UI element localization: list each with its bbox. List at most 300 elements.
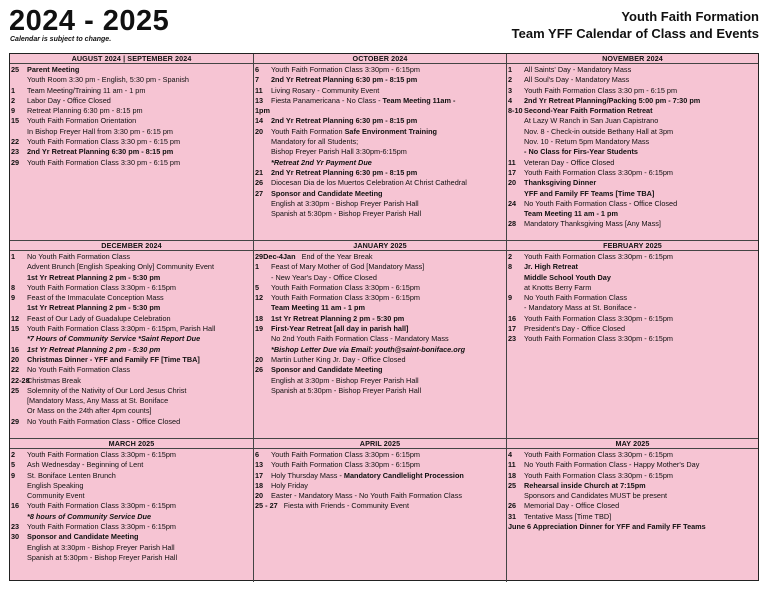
event-row	[508, 522, 757, 532]
event-row	[255, 65, 505, 75]
event-row	[11, 147, 252, 157]
event-row	[508, 137, 757, 147]
month-cell	[507, 54, 758, 241]
event-text: Youth Faith Formation Class 3:30 pm - 6:15 pm	[524, 85, 678, 95]
event-text: Labor Day - Office Closed	[27, 95, 111, 105]
event-date	[255, 209, 271, 219]
event-date: 26	[255, 365, 264, 375]
event-text: Living Rosary - Community Event	[271, 85, 380, 95]
event-text: All Saints' Day - Mandatory Mass	[524, 65, 632, 74]
event-text: 1st Yr Retreat Planning 2 pm - 5:30 pm	[27, 303, 161, 313]
event-date: 1	[11, 85, 16, 95]
event-row	[508, 209, 757, 219]
event-date: 9	[508, 293, 513, 303]
event-date: 12	[11, 313, 20, 323]
event-row	[11, 460, 252, 470]
event-row	[508, 178, 757, 188]
event-date: 4	[508, 450, 513, 459]
event-row	[255, 106, 505, 116]
event-text: English at 3:30pm - Bishop Freyer Parish Hall	[27, 542, 175, 552]
event-row	[508, 65, 757, 75]
event-row	[11, 158, 252, 168]
event-list	[507, 251, 758, 345]
event-text: Spanish at 5:30pm - Bishop Freyer Parish Hall	[271, 385, 422, 395]
event-date	[255, 273, 271, 283]
event-row	[508, 219, 757, 229]
event-date: 6	[255, 450, 260, 459]
event-row	[11, 273, 252, 283]
event-date	[11, 273, 27, 283]
event-date	[255, 334, 271, 344]
event-date: 15	[11, 324, 20, 334]
event-date: 18	[255, 480, 264, 490]
event-text: *8 hours of Community Service Due	[27, 511, 152, 521]
calendar-header	[0, 0, 768, 52]
event-text: In Bishop Freyer Hall from 3:30 pm - 6:15 pm	[27, 126, 173, 136]
event-text: Second-Year Faith Formation Retreat	[524, 106, 653, 116]
event-row	[508, 106, 757, 116]
event-date: 20	[11, 354, 20, 364]
event-date: 16	[508, 313, 517, 323]
event-date: 8	[11, 282, 16, 292]
event-text: Youth Faith Formation Class 3:30 pm - 6:15 pm	[27, 157, 181, 167]
event-date: 26	[508, 501, 517, 511]
event-list	[254, 251, 506, 396]
event-text: First-Year Retreat [all day in parish hall]	[271, 324, 409, 334]
event-row	[255, 450, 505, 460]
event-date	[508, 147, 524, 157]
event-date: 25	[11, 65, 20, 74]
month-cell	[254, 241, 507, 439]
event-row	[255, 376, 505, 386]
event-row	[255, 189, 505, 199]
event-row	[255, 273, 505, 283]
event-row	[11, 522, 252, 532]
event-text: Fiesta Panamericana - No Class - Team Meeting 11am -	[271, 95, 456, 105]
event-date: 6	[255, 65, 260, 74]
event-text: Easter - Mandatory Mass - No Youth Faith Formation Class	[271, 491, 463, 501]
event-text: 2nd Yr Retreat Planning/Packing 5:00 pm - 7:30 pm	[524, 95, 701, 105]
event-text: Diocesan Dia de los Muertos Celebration At Christ Cathedral	[271, 178, 467, 188]
event-date: 5	[255, 282, 260, 292]
event-row	[508, 252, 757, 262]
month-title: APRIL 2025	[254, 439, 506, 449]
event-date: 25	[11, 385, 20, 395]
month-title: MAY 2025	[507, 439, 758, 449]
event-date: 25 - 27	[255, 501, 278, 511]
event-text: - New Year's Day - Office Closed	[271, 272, 377, 282]
event-date: 16	[11, 501, 20, 511]
event-date: 2	[11, 95, 16, 105]
event-date: 9	[11, 470, 16, 480]
organization-title	[512, 8, 759, 42]
event-text: Sponsor and Candidate Meeting	[27, 532, 139, 542]
event-row	[255, 252, 505, 262]
event-date	[255, 137, 271, 147]
event-date	[508, 209, 524, 219]
event-date: 19	[255, 324, 264, 334]
event-date: 26	[255, 178, 264, 188]
event-row	[11, 252, 252, 262]
event-row	[11, 106, 252, 116]
event-row	[11, 450, 252, 460]
event-date	[508, 116, 524, 126]
event-text: Jr. High Retreat	[524, 262, 578, 272]
event-row	[11, 334, 252, 344]
event-row	[11, 293, 252, 303]
event-row	[11, 512, 252, 522]
event-date: 7	[255, 75, 260, 85]
event-row	[11, 137, 252, 147]
change-disclaimer: Calendar is subject to change.	[10, 36, 112, 43]
event-date: 12	[255, 293, 264, 303]
event-row	[508, 262, 757, 272]
event-row	[255, 199, 505, 209]
event-text: St. Boniface Lenten Brunch	[27, 470, 116, 480]
event-date: 1pm	[255, 106, 271, 116]
event-date: 22	[11, 365, 20, 375]
event-date: 29Dec-4Jan	[255, 252, 296, 261]
event-date	[11, 303, 27, 313]
event-text: 1st Yr Retreat Planning 2 pm - 5:30 pm	[271, 313, 405, 323]
event-text: Mandatory Thanksgiving Mass [Any Mass]	[524, 219, 661, 229]
event-date: 14	[255, 116, 264, 126]
event-row	[255, 178, 505, 188]
event-text: at Knotts Berry Farm	[524, 282, 592, 292]
event-date: 8	[508, 262, 513, 272]
event-text: No Youth Faith Formation Class - Office Closed	[27, 416, 181, 426]
event-date: 2	[508, 252, 513, 261]
event-text: Youth Faith Formation Class 3:30pm - 6:15pm	[271, 282, 420, 292]
event-date: 13	[255, 460, 264, 470]
event-date: 18	[255, 313, 264, 323]
month-cell	[10, 241, 254, 439]
event-row	[255, 86, 505, 96]
event-text: Youth Faith Formation Safe Environment Training	[271, 126, 438, 136]
event-text: Youth Faith Formation Class 3:30pm - 6:15pm	[524, 470, 673, 480]
event-date	[508, 127, 524, 137]
event-text: Parent Meeting	[27, 65, 80, 74]
event-row	[255, 345, 505, 355]
event-list	[10, 449, 253, 563]
event-date: 11	[255, 85, 263, 95]
event-row	[508, 75, 757, 85]
event-text	[712, 522, 757, 532]
event-row	[508, 199, 757, 209]
event-text: Youth Faith Formation Class 3:30pm - 6:15pm	[524, 334, 673, 344]
event-row	[255, 365, 505, 375]
month-cell	[507, 439, 758, 582]
event-date: 5	[11, 460, 16, 470]
event-list	[507, 64, 758, 230]
event-row	[11, 471, 252, 481]
event-text: At Lazy W Ranch in San Juan Capistrano	[524, 116, 659, 126]
event-text: Christmas Break	[27, 375, 81, 385]
event-date: 8-10	[508, 106, 523, 116]
event-row	[11, 543, 252, 553]
event-text: - No Class for Firs-Year Students	[524, 147, 638, 157]
event-row	[255, 158, 505, 168]
calendar-grid	[9, 53, 759, 581]
event-text: Youth Faith Formation Class 3:30pm - 6:15pm	[271, 460, 420, 470]
event-row	[11, 345, 252, 355]
event-date: 9	[11, 106, 16, 116]
event-row	[11, 376, 252, 386]
event-row	[508, 127, 757, 137]
event-date: 20	[255, 354, 264, 364]
event-date: 29	[11, 157, 20, 167]
event-list	[10, 251, 253, 427]
event-text: English at 3:30pm - Bishop Freyer Parish Hall	[271, 198, 419, 208]
event-date: 4	[508, 95, 513, 105]
event-text: Youth Faith Formation Class 3:30pm - 6:15pm	[271, 293, 420, 303]
event-text: Spanish at 5:30pm - Bishop Freyer Parish Hall	[271, 209, 422, 219]
event-text: Youth Faith Formation Class 3:30pm - 6:15pm	[524, 252, 673, 261]
event-text: Middle School Youth Day	[524, 272, 611, 282]
event-highlight: Team Meeting 11am -	[382, 95, 456, 105]
event-text: 2nd Yr Retreat Planning 6:30 pm - 8:15 pm	[27, 147, 174, 157]
event-text: 1st Yr Retreat Planning 2 pm - 5:30 pm	[27, 344, 161, 354]
event-text: Feast of the Immaculate Conception Mass	[27, 293, 164, 303]
event-row	[255, 209, 505, 219]
month-title: OCTOBER 2024	[254, 54, 506, 64]
event-text: Team Meeting 11 am - 1 pm	[524, 209, 618, 219]
event-row	[255, 314, 505, 324]
event-date	[11, 75, 27, 85]
event-row	[255, 293, 505, 303]
event-text: End of the Year Break	[301, 252, 373, 261]
event-text: Nov. 8 - Check-in outside Bethany Hall at 3pm	[524, 126, 674, 136]
event-text: Feast of Mary Mother of God [Mandatory Mass]	[271, 262, 425, 272]
event-date	[11, 406, 27, 416]
event-row	[508, 460, 757, 470]
event-row	[255, 355, 505, 365]
event-text: *7 Hours of Community Service *Saint Report Due	[27, 334, 201, 344]
event-row	[255, 137, 505, 147]
event-row	[11, 283, 252, 293]
event-row	[255, 303, 505, 313]
month-title: FEBRUARY 2025	[507, 241, 758, 251]
event-row	[255, 386, 505, 396]
event-text: Advent Brunch [English Speaking Only] Community Event	[27, 262, 214, 272]
event-row	[508, 512, 757, 522]
event-row	[508, 293, 757, 303]
event-date	[255, 303, 271, 313]
event-row	[255, 491, 505, 501]
event-text: Tentative Mass [Time TBD]	[524, 511, 612, 521]
event-date: 31	[508, 511, 517, 521]
event-text: Ash Wednesday - Beginning of Lent	[27, 460, 144, 470]
event-date	[11, 491, 27, 501]
event-text: Feast of Our Lady of Guadalupe Celebration	[27, 313, 171, 323]
event-date: 22	[11, 137, 20, 147]
event-row	[11, 396, 252, 406]
event-text: 1st Yr Retreat Planning 2 pm - 5:30 pm	[27, 272, 161, 282]
event-date: 18	[508, 470, 517, 480]
event-text: Community Event	[27, 491, 85, 501]
event-text: Thanksgiving Dinner	[524, 178, 597, 188]
month-title: DECEMBER 2024	[10, 241, 253, 251]
event-text: No Youth Faith Formation Class	[27, 365, 131, 375]
event-row	[11, 532, 252, 542]
event-row	[11, 65, 252, 75]
event-text: Team Meeting 11 am - 1 pm	[271, 303, 365, 313]
event-row	[11, 406, 252, 416]
month-cell	[254, 439, 507, 582]
event-text: Or Mass on the 24th after 4pm counts]	[27, 406, 152, 416]
event-row	[508, 324, 757, 334]
event-date	[11, 396, 27, 406]
event-text: President's Day - Office Closed	[524, 324, 626, 334]
event-date	[11, 553, 27, 563]
event-row	[255, 501, 505, 511]
event-text: Spanish at 5:30pm - Bishop Freyer Parish Hall	[27, 552, 178, 562]
event-row	[255, 283, 505, 293]
event-row	[255, 481, 505, 491]
event-date	[255, 376, 271, 386]
event-date	[508, 491, 524, 501]
event-text: [Mandatory Mass, Any Mass at St. Boniface	[27, 396, 169, 406]
event-text: Youth Faith Formation Class 3:30pm - 6:15pm	[524, 450, 673, 459]
event-text: Veteran Day - Office Closed	[524, 157, 615, 167]
event-text: Sponsors and Candidates MUST be present	[524, 491, 668, 501]
month-title: JANUARY 2025	[254, 241, 506, 251]
event-date: 1	[255, 262, 260, 272]
event-date: 20	[508, 178, 517, 188]
event-date: 23	[508, 334, 517, 344]
month-cell	[10, 54, 254, 241]
event-text: No Youth Faith Formation Class	[524, 293, 628, 303]
event-row	[11, 96, 252, 106]
event-text: Holy Friday	[271, 480, 308, 490]
event-date	[11, 262, 27, 272]
month-title: AUGUST 2024 | SEPTEMBER 2024	[10, 54, 253, 64]
event-date	[255, 345, 271, 355]
event-row	[508, 158, 757, 168]
event-row	[508, 481, 757, 491]
event-date: 3	[508, 85, 513, 95]
event-date	[508, 273, 524, 283]
event-row	[11, 386, 252, 396]
event-row	[11, 127, 252, 137]
month-title: MARCH 2025	[10, 439, 253, 449]
event-row	[255, 168, 505, 178]
event-row	[508, 283, 757, 293]
event-date: 15	[11, 116, 20, 126]
event-row	[11, 491, 252, 501]
event-text: No Youth Faith Formation Class - Happy Mother's Day	[524, 460, 700, 470]
event-date	[255, 199, 271, 209]
event-list	[254, 449, 506, 512]
event-text: Memorial Day - Office Closed	[524, 501, 620, 511]
event-date: 30	[11, 532, 20, 542]
event-row	[508, 273, 757, 283]
event-text: *Retreat 2nd Yr Payment Due	[271, 157, 372, 167]
event-date: 24	[508, 198, 517, 208]
event-text: 2nd Yr Retreat Planning 6:30 pm - 8:15 pm	[271, 116, 418, 126]
event-row	[508, 96, 757, 106]
event-row	[508, 314, 757, 324]
event-row	[508, 116, 757, 126]
event-date: 23	[11, 147, 20, 157]
event-highlight: Mandatory Candlelight Procession	[343, 470, 464, 480]
event-row	[508, 303, 757, 313]
event-text: Holy Thursday Mass - Mandatory Candlelight Procession	[271, 470, 464, 480]
event-text: Youth Faith Formation Class 3:30pm - 6:15pm	[271, 450, 420, 459]
event-date: 1	[508, 65, 513, 74]
event-date: June 6 Appreciation Dinner for YFF and Family FF Teams	[508, 522, 706, 532]
event-date	[11, 512, 27, 522]
org-name: Youth Faith Formation	[621, 9, 759, 24]
event-row	[255, 127, 505, 137]
event-text: Bishop Freyer Parish Hall 3:30pm-6:15pm	[271, 147, 407, 157]
event-text: Youth Faith Formation Class 3:30pm - 6:15pm, Parish Hall	[27, 324, 216, 334]
event-text: Youth Faith Formation Class 3:30pm - 6:15pm	[271, 65, 420, 74]
event-date: 9	[11, 293, 16, 303]
event-date: 17	[508, 324, 517, 334]
event-date: 21	[255, 167, 264, 177]
event-date: 20	[255, 126, 264, 136]
event-row	[255, 96, 505, 106]
event-text: 2nd Yr Retreat Planning 6:30 pm - 8:15 pm	[271, 167, 418, 177]
event-list	[10, 64, 253, 168]
event-row	[508, 334, 757, 344]
event-date: 1	[11, 252, 16, 261]
event-row	[508, 147, 757, 157]
event-row	[508, 450, 757, 460]
event-date: 28	[508, 219, 517, 229]
event-date: 2	[11, 450, 16, 459]
event-row	[255, 262, 505, 272]
event-row	[11, 365, 252, 375]
event-text: Nov. 10 - Return 5pm Mandatory Mass	[524, 137, 650, 147]
event-text: Youth Faith Formation Class 3:30pm - 6:15pm	[524, 313, 673, 323]
event-text: Mandatory for all Students;	[271, 137, 359, 147]
event-row	[11, 324, 252, 334]
event-text: English at 3:30pm - Bishop Freyer Parish Hall	[271, 375, 419, 385]
event-text: 2nd Yr Retreat Planning 6:30 pm - 8:15 pm	[271, 75, 418, 85]
event-row	[11, 553, 252, 563]
event-text: Christmas Dinner - YFF and Family FF [Time TBA]	[27, 354, 200, 364]
event-text: Rehearsal inside Church at 7:15pm	[524, 480, 646, 490]
event-row	[508, 189, 757, 199]
event-text: Youth Faith Formation Class 3:30pm - 6:15pm	[27, 450, 176, 459]
event-row	[11, 417, 252, 427]
event-date	[255, 158, 271, 168]
event-row	[255, 116, 505, 126]
event-date: 17	[255, 470, 264, 480]
event-text: All Soul's Day - Mandatory Mass	[524, 75, 630, 85]
event-text: Youth Faith Formation Class 3:30pm - 6:15pm	[27, 522, 176, 532]
event-row	[255, 471, 505, 481]
event-text: No Youth Faith Formation Class - Office Closed	[524, 198, 678, 208]
event-row	[255, 75, 505, 85]
event-row	[11, 355, 252, 365]
event-date	[255, 386, 271, 396]
event-row	[255, 324, 505, 334]
month-cell	[507, 241, 758, 439]
event-row	[11, 481, 252, 491]
month-cell	[254, 54, 507, 241]
event-highlight: Safe Environment Training	[344, 126, 438, 136]
event-text: No 2nd Youth Faith Formation Class - Mandatory Mass	[271, 334, 449, 344]
month-title: NOVEMBER 2024	[507, 54, 758, 64]
event-date: 25	[508, 480, 517, 490]
event-date: 17	[508, 167, 517, 177]
event-text: Youth Faith Formation Orientation	[27, 116, 137, 126]
event-row	[11, 303, 252, 313]
event-date	[11, 127, 27, 137]
